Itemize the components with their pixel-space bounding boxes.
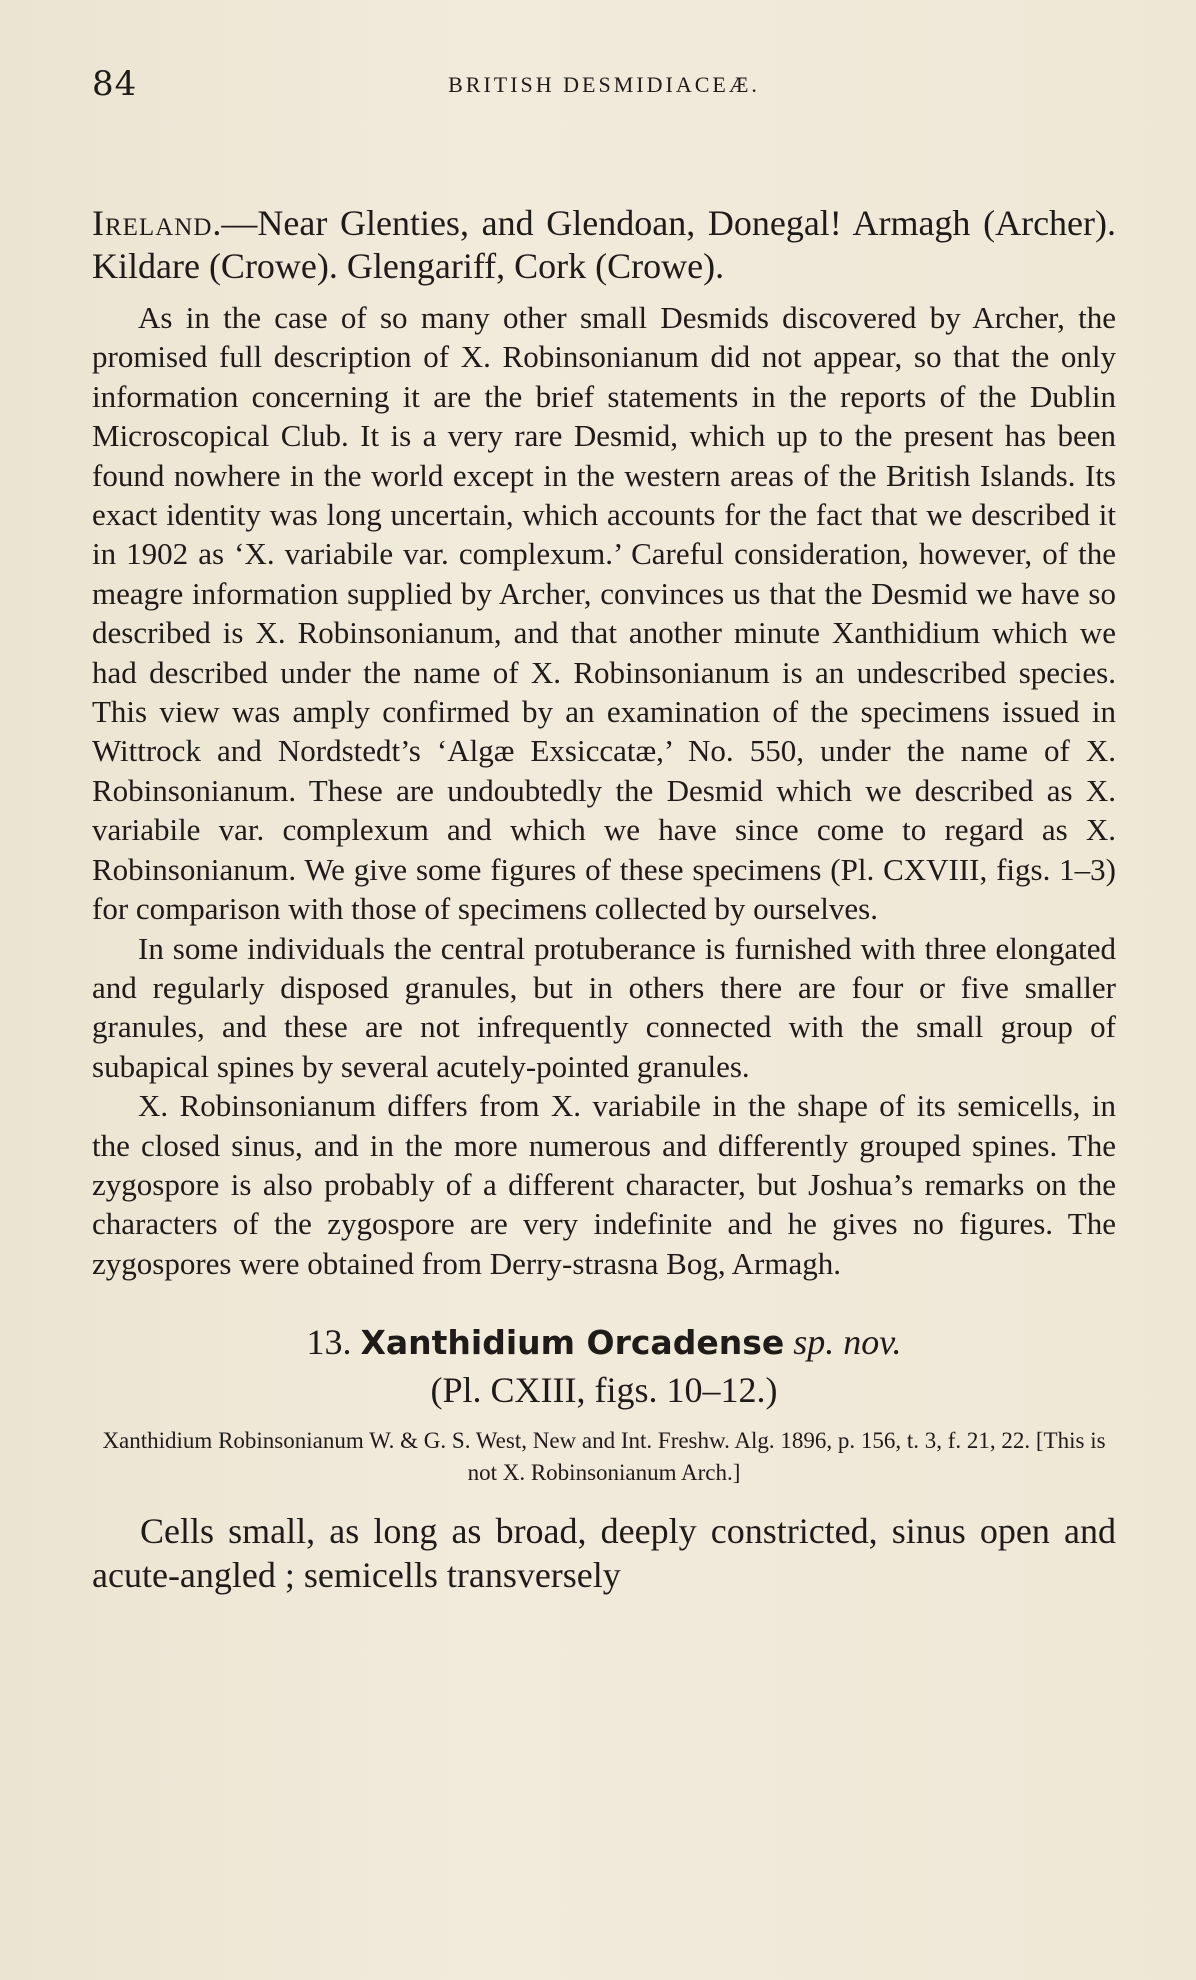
species-heading [92, 1321, 1116, 1363]
page-header [92, 58, 1116, 106]
locality-paragraph [92, 202, 1116, 288]
page-number: 84 [92, 64, 138, 104]
discussion-paragraph-1: As in the case of so many other small Desmids discovered by Archer, the promised full description of X. Robinsonianum did not appear, so that the only information concerning it are the brief statements in the reports of the Dublin Microscopical Club. It is a very rare Desmid, which up to the present has been found nowhere in the world except in the western areas of the British Islands. Its exact identity was long uncertain, which accounts for the fact that we described it in 1902 as ‘X. variabile var. complexum.’ Careful consideration, however, of the meagre information supplied by Archer, convinces us that the Desmid we have so described is X. Robinsonianum, and that another minute Xanthidium which we had described under the name of X. Robinsonianum is an undescribed species. This view was amply confirmed by an examination of the specimens issued in Wittrock and Nordstedt’s ‘Algæ Exsiccatæ,’ No. 550, under the name of X. Robinsonianum. These are undoubtedly the Desmid which we described as X. variabile var. complexum and which we have since come to regard as X. Robinsonianum. We give some figures of these specimens (Pl. CXVIII, figs. 1–3) for comparison with those of specimens collected by ourselves. [92, 300, 1116, 927]
species-name: Xanthidium Orcadense [360, 1323, 785, 1363]
species-status: sp. nov. [793, 1322, 902, 1363]
running-head: BRITISH DESMIDIACEÆ. [448, 72, 760, 97]
plate-reference: (Pl. CXIII, figs. 10–12.) [430, 1370, 778, 1411]
locality-lead: Ireland [92, 203, 213, 243]
species-number: 13. [306, 1322, 352, 1363]
discussion-paragraph-3: X. Robinsonianum differs from X. variabile in the shape of its semicells, in the closed sinus, and in the more numerous and differently grouped spines. The zygospore is also probably of a different character, but Joshua’s remarks on the characters of the zygospore are very indefinite and he gives no figures. The zygospores were obtained from Derry-strasna Bog, Armagh. [92, 1088, 1116, 1281]
discussion-paragraph-2: In some individuals the central protuberance is furnished with three elongated and regularly disposed granules, but in others there are four or five smaller granules, and these are not infrequently connected with the small group of subapical spines by several acutely-pointed granules. [92, 930, 1116, 1084]
synonymy: Xanthidium Robinsonianum W. & G. S. West, New and Int. Freshw. Alg. 1896, p. 156, t. 3, f. 21, 22. [This is not X. Robinsonianum Arch.] [102, 1428, 1106, 1486]
species-diagnosis: Cells small, as long as broad, deeply constricted, sinus open and acute-angled ; semicells transversely [92, 1511, 1116, 1596]
locality-text: .—Near Glenties, and Glendoan, Donegal! Armagh (Archer). Kildare (Crowe). Glengariff, Cork (Crowe). [92, 203, 1116, 286]
